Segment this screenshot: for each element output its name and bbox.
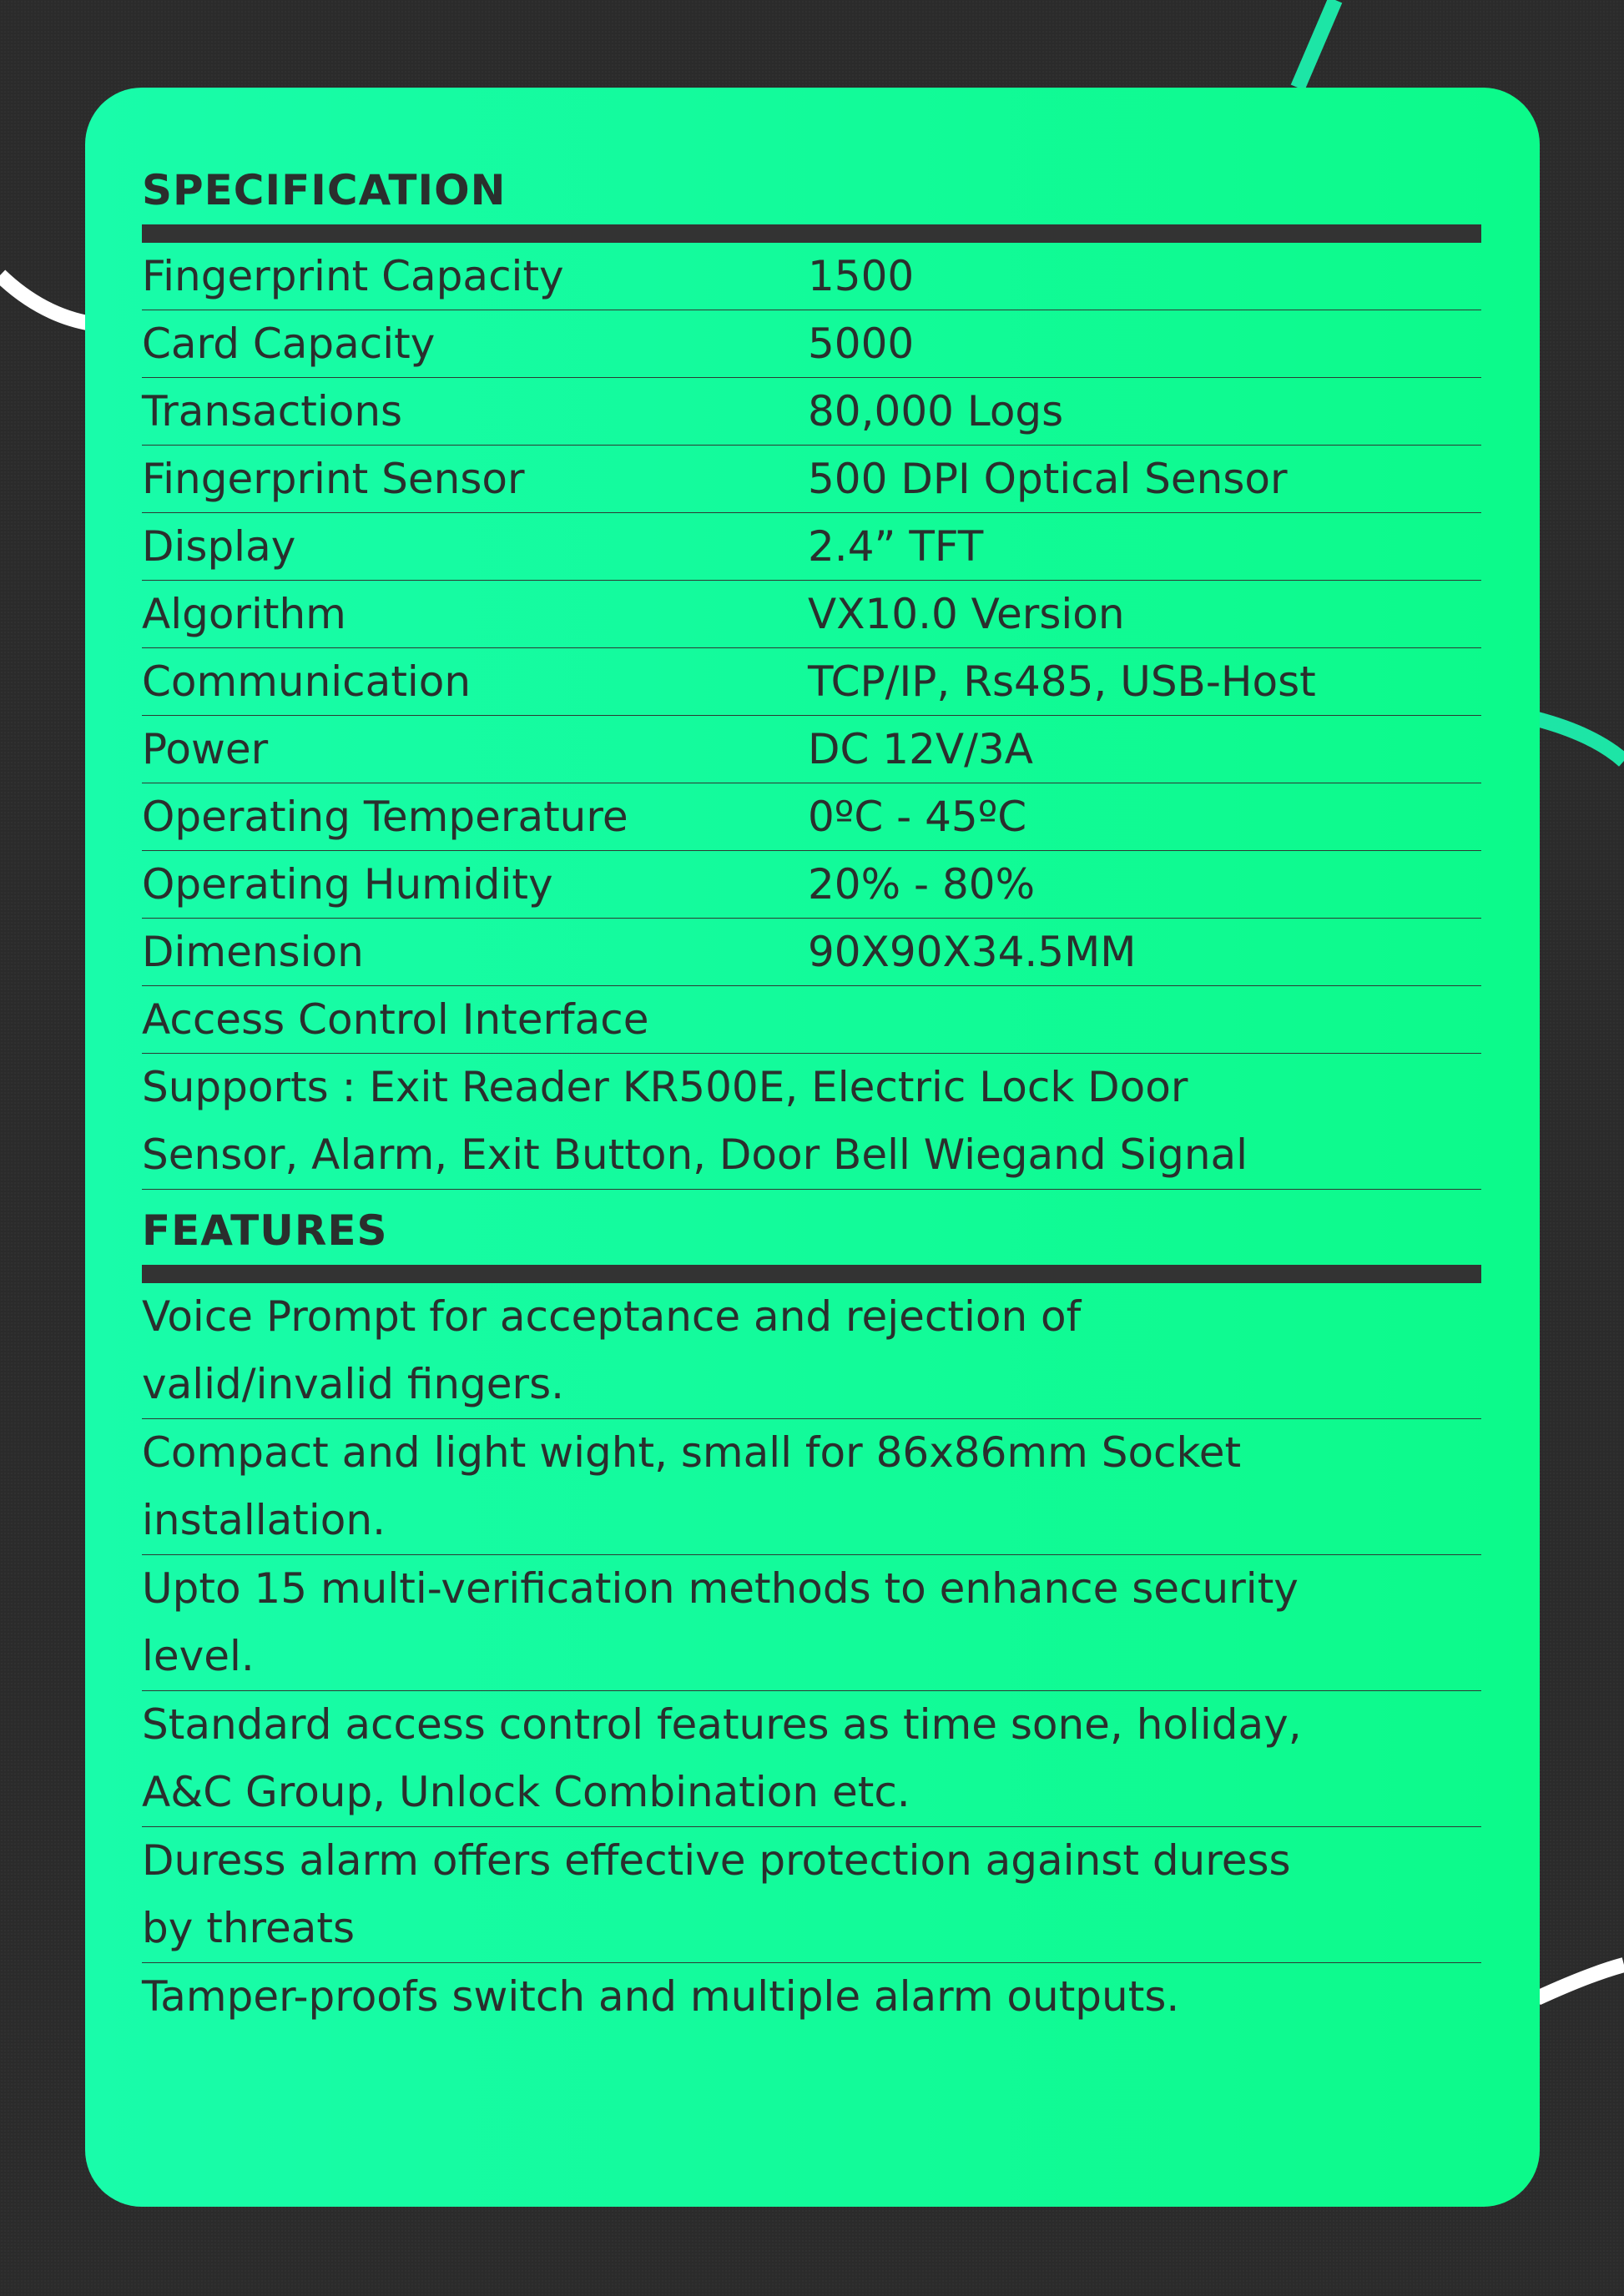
features-list: [142, 1283, 1481, 2031]
spec-label: Fingerprint Capacity: [142, 252, 564, 300]
spec-label: Communication: [142, 657, 472, 706]
spec-table: [142, 243, 1481, 1190]
supports-line: Sensor, Alarm, Exit Button, Door Bell Wiegand Signal: [142, 1130, 1248, 1179]
spec-label: Display: [142, 522, 296, 571]
spec-row-dimension: [142, 919, 1481, 986]
spec-label: Algorithm: [142, 590, 346, 638]
feature-item: [142, 1283, 1481, 1419]
spec-label: Card Capacity: [142, 320, 436, 368]
decor-teal-stroke-top: [1298, 0, 1335, 88]
spec-label: Power: [142, 725, 269, 773]
spec-label: Dimension: [142, 928, 364, 976]
feature-item: [142, 1691, 1481, 1827]
spec-card: [85, 88, 1540, 2207]
spec-value: 80,000 Logs: [808, 387, 1064, 436]
features-heading: FEATURES: [142, 1206, 388, 1255]
spec-row-fingerprint-sensor: [142, 446, 1481, 513]
feature-item: [142, 1419, 1481, 1555]
spec-value: 90X90X34.5MM: [808, 928, 1137, 976]
spec-label: Transactions: [142, 387, 403, 436]
spec-row-algorithm: [142, 581, 1481, 648]
specification-heading-rule: [142, 224, 1481, 243]
spec-value: VX10.0 Version: [808, 590, 1125, 638]
spec-row-supports: [142, 1054, 1481, 1190]
spec-row-access-control-interface: [142, 986, 1481, 1054]
feature-line: A&C Group, Unlock Combination etc.: [142, 1768, 910, 1816]
spec-row-card-capacity: [142, 310, 1481, 378]
feature-line: Standard access control features as time sone, holiday,: [142, 1700, 1302, 1749]
spec-row-communication: [142, 648, 1481, 716]
feature-line: valid/invalid fingers.: [142, 1360, 565, 1408]
feature-line: Duress alarm offers effective protection against duress: [142, 1836, 1291, 1885]
supports-line: Supports : Exit Reader KR500E, Electric Lock Door: [142, 1063, 1188, 1111]
spec-label: Operating Humidity: [142, 860, 553, 909]
feature-item: [142, 1963, 1481, 2031]
spec-value: TCP/IP, Rs485, USB-Host: [808, 657, 1316, 706]
spec-value: 500 DPI Optical Sensor: [808, 455, 1288, 503]
features-heading-rule: [142, 1265, 1481, 1283]
feature-line: Upto 15 multi-verification methods to enhance security: [142, 1564, 1299, 1613]
spec-value: 20% - 80%: [808, 860, 1036, 909]
spec-value: DC 12V/3A: [808, 725, 1033, 773]
decor-white-curve-right: [1537, 1965, 1624, 1998]
spec-value: 5000: [808, 320, 915, 368]
feature-item: [142, 1827, 1481, 1963]
decor-white-curve-left: [0, 275, 92, 324]
spec-row-display: [142, 513, 1481, 581]
feature-line: Compact and light wight, small for 86x86mm Socket: [142, 1428, 1242, 1477]
spec-row-operating-humidity: [142, 851, 1481, 919]
spec-label: Fingerprint Sensor: [142, 455, 525, 503]
feature-line: installation.: [142, 1496, 386, 1544]
spec-row-operating-temperature: [142, 783, 1481, 851]
spec-row-power: [142, 716, 1481, 783]
feature-line: level.: [142, 1632, 255, 1680]
feature-line: Voice Prompt for acceptance and rejection of: [142, 1292, 1082, 1341]
feature-line: by threats: [142, 1904, 356, 1952]
spec-value: 2.4” TFT: [808, 522, 984, 571]
feature-line: Tamper-proofs switch and multiple alarm outputs.: [142, 1972, 1180, 2021]
decor-teal-curve-right: [1537, 719, 1624, 761]
spec-row-transactions: [142, 378, 1481, 446]
feature-item: [142, 1555, 1481, 1691]
spec-value: 1500: [808, 252, 915, 300]
spec-value: 0ºC - 45ºC: [808, 793, 1027, 841]
specification-heading: SPECIFICATION: [142, 166, 507, 214]
spec-label: Access Control Interface: [142, 995, 649, 1044]
spec-row-fingerprint-capacity: [142, 243, 1481, 310]
card-content: [142, 163, 1481, 2031]
spec-label: Operating Temperature: [142, 793, 628, 841]
